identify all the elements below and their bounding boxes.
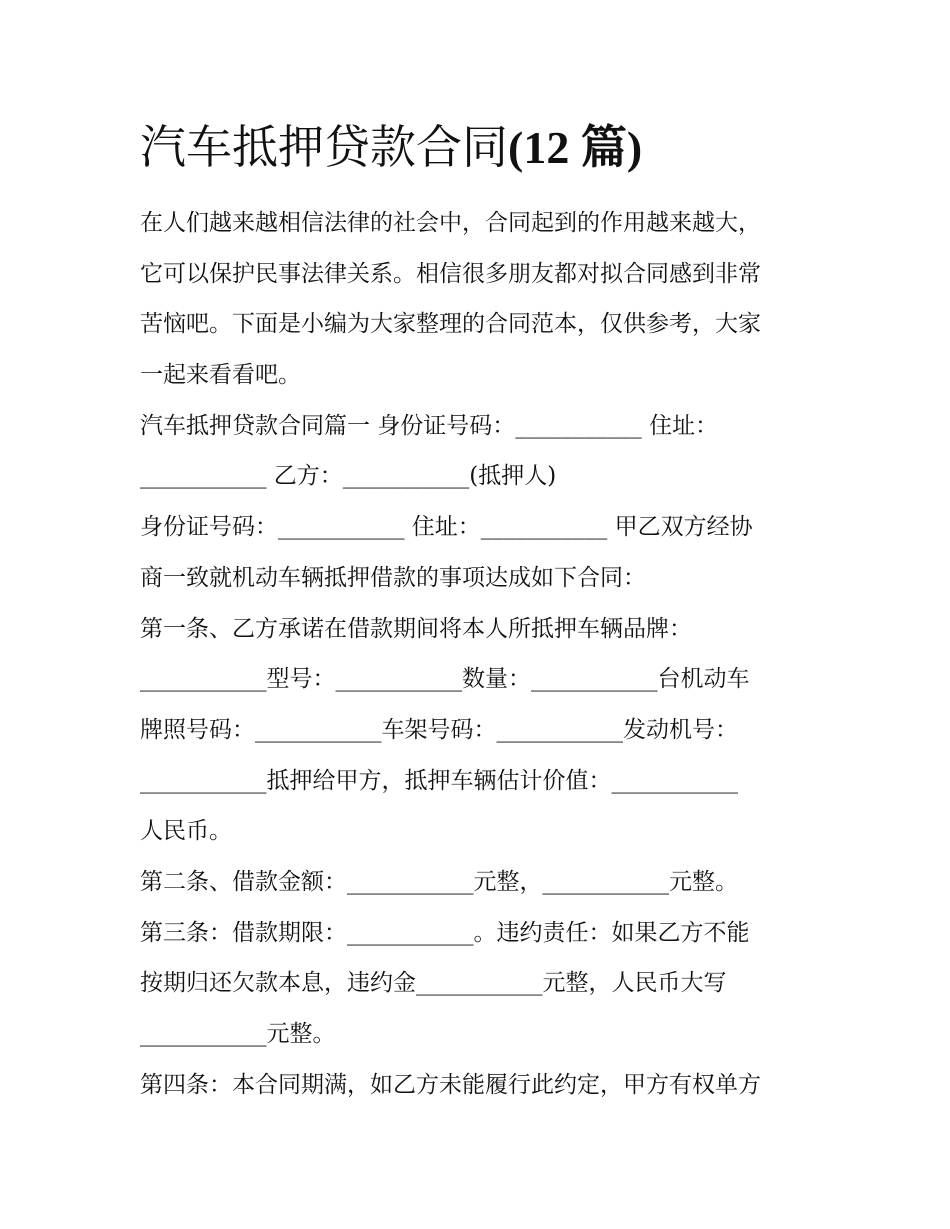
body-line: 在人们越来越相信法律的社会中，合同起到的作用越来越大， <box>140 210 761 236</box>
body-line: ___________元整。 <box>140 1021 336 1047</box>
title-main: 汽车抵押贷款合同 <box>140 120 508 174</box>
body-line: 第三条：借款期限：___________。违约责任：如果乙方不能 <box>140 919 750 946</box>
body-line: 第二条、借款金额：___________元整，___________元整。 <box>140 868 738 895</box>
document-title <box>140 116 642 179</box>
body-line: 人民币。 <box>140 818 232 845</box>
body-line: 第一条、乙方承诺在借款期间将本人所抵押车辆品牌： <box>140 615 692 642</box>
body-line: ___________抵押给甲方，抵押车辆估计价值：___________ <box>140 767 738 794</box>
body-line: 苦恼吧。下面是小编为大家整理的合同范本，仅供参考，大家 <box>140 311 761 338</box>
body-line: 一起来看看吧。 <box>140 362 301 389</box>
document-body <box>140 198 830 1110</box>
body-line: 汽车抵押贷款合同篇一 身份证号码：___________ 住址： <box>140 412 719 439</box>
body-line: 牌照号码：___________车架号码：___________发动机号： <box>140 716 738 743</box>
body-line: ___________ 乙方：___________(抵押人) <box>140 463 557 490</box>
body-line: 它可以保护民事法律关系。相信很多朋友都对拟合同感到非常 <box>140 260 761 287</box>
body-line: 商一致就机动车辆抵押借款的事项达成如下合同： <box>140 564 646 591</box>
body-line: 按期归还欠款本息，违约金___________元整，人民币大写 <box>140 970 727 997</box>
body-line: 身份证号码：___________ 住址：___________ 甲乙双方经协 <box>140 514 753 541</box>
body-line: ___________型号：___________数量：___________台机动车 <box>140 666 750 693</box>
body-line: 第四条：本合同期满，如乙方未能履行此约定，甲方有权单方 <box>140 1071 761 1098</box>
title-suffix: (12 篇) <box>508 122 643 173</box>
